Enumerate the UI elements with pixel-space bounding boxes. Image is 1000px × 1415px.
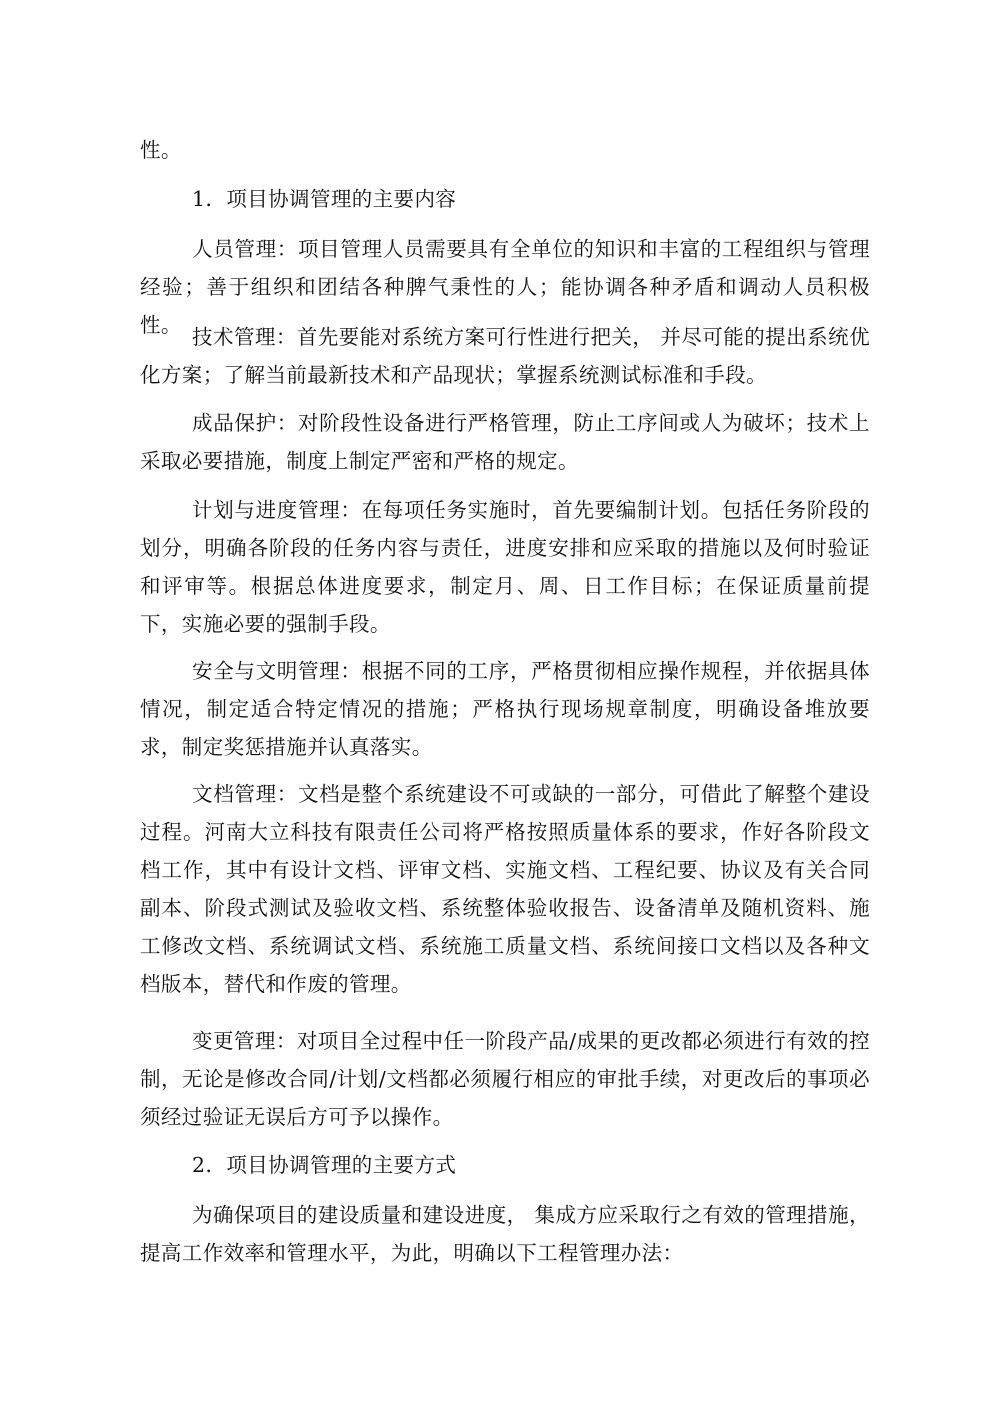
paragraph-technical-management: 技术管理：首先要能对系统方案可行性进行把关， 并尽可能的提出系统优化方案；了解当前最新技术和产品现状；掌握系统测试标准和手段。 [140, 325, 870, 387]
paragraph-continuation: 性。 [140, 138, 182, 162]
section-heading-1: 1．项目协调管理的主要内容 [192, 187, 457, 211]
paragraph-document-management: 文档管理：文档是整个系统建设不可或缺的一部分，可借此了解整个建设过程。河南大立科技有限责任公司将严格按照质量体系的要求，作好各阶段文档工作，其中有设计文档、评审文档、实施文档、工程纪要、协议及有关合同副本、阶段式测试及验收文档、系统整体验收报告、设备清单及随机资料、施工修改文档、系统调试文档、系统施工质量文档、系统间接口文档以及各种文档版本，替代和作废的管理。 [140, 782, 870, 996]
paragraph-product-protection: 成品保护：对阶段性设备进行严格管理，防止工序间或人为破坏；技术上采取必要措施，制度上制定严密和严格的规定。 [140, 411, 870, 473]
paragraph-change-management: 变更管理：对项目全过程中任一阶段产品/成果的更改都必须进行有效的控制，无论是修改合同/计划/文档都必须履行相应的审批手续，对更改后的事项必须经过验证无误后方可予以操作。 [140, 1029, 870, 1129]
section-heading-2: 2．项目协调管理的主要方式 [192, 1153, 457, 1177]
paragraph-personnel-management: 人员管理：项目管理人员需要具有全单位的知识和丰富的工程组织与管理经验；善于组织和团结各种脾气秉性的人；能协调各种矛盾和调动人员积极性。 [140, 237, 870, 337]
paragraph-schedule-management: 计划与进度管理：在每项任务实施时，首先要编制计划。包括任务阶段的划分，明确各阶段的任务内容与责任，进度安排和应采取的措施以及何时验证和评审等。根据总体进度要求，制定月、周、日工作目标；在保证质量前提下，实施必要的强制手段。 [140, 498, 870, 636]
paragraph-management-methods: 为确保项目的建设质量和建设进度， 集成方应采取行之有效的管理措施，提高工作效率和管理水平，为此，明确以下工程管理办法： [140, 1203, 870, 1265]
paragraph-safety-management: 安全与文明管理：根据不同的工序，严格贯彻相应操作规程，并依据具体情况，制定适合特定情况的措施；严格执行现场规章制度，明确设备堆放要求，制定奖惩措施并认真落实。 [140, 659, 870, 759]
